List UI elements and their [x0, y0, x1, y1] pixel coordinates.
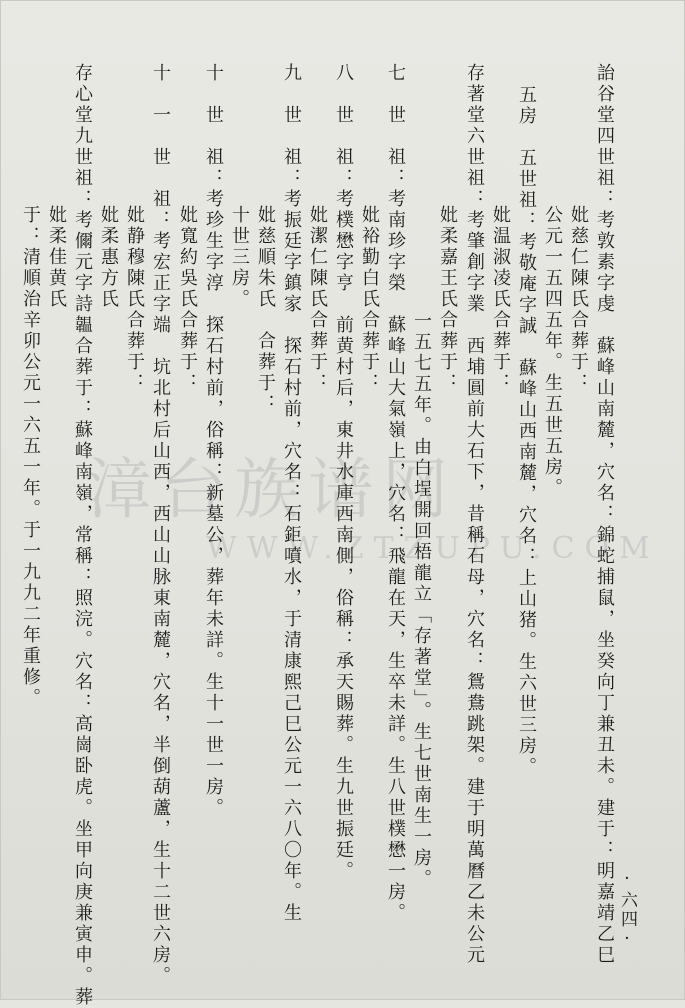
text-column: 妣潔仁陳氏合葬于：: [307, 205, 328, 394]
text-column: 八 世 祖：考樸懋字亨 前黄村后，東井水庫西南側，俗稱：承天賜葬。生九世振廷。: [333, 63, 354, 882]
text-column: 七 世 祖：考南珍字榮 蘇峰山大氣嶺上，穴名：飛龍在天，生卒未詳。生八世樸懋一房。: [385, 63, 406, 924]
text-column: 一五七五年。由白埕開回梧龍立「存著堂」。生七世南生一房。: [411, 311, 432, 890]
text-column: 公元一五四五年。生五世五房。: [542, 205, 563, 499]
text-column: 妣寬約吳氏合葬于：: [177, 205, 198, 394]
text-column: 妣柔嘉王氏合葬于：: [437, 205, 458, 394]
text-column: 妣温淑凌氏合葬于：: [490, 205, 511, 394]
text-column: 九 世 祖：考振廷字鎮家 探石村前，穴名：石鉅噴水，于清康熙己巳公元一六八〇年。生: [281, 63, 302, 924]
text-column: 妣静穆陳氏合葬于：: [124, 205, 145, 394]
text-column: 存心堂九世祖：考儞元字詩韞合葬于：蘇峰南嶺，常稱：照浣。穴名：高崗卧虎。坐甲向庚兼寅申。葬: [72, 63, 93, 1008]
text-column: 妣裕勤白氏合葬于：: [359, 205, 380, 394]
text-column: 妣慈仁陳氏合葬于：: [568, 205, 589, 394]
text-column: 十 世 祖：考珍生字淳 探石村前，俗稱：新墓公，葬年未詳。生十一世一房。: [203, 63, 224, 819]
text-column: 五房 五世祖：考敬庵字誠 蘇峰山西南麓，穴名：上山猪。生六世三房。: [516, 85, 537, 778]
text-column: 存著堂六世祖：考肇創字業 西埔圓前大石下，昔稱石母，穴名：鴛鴦跳架。建于明萬曆乙未公元: [464, 63, 485, 966]
watermark-url: WWW.ZTZUPU.COM: [206, 531, 660, 566]
text-column: 十世三房。: [229, 205, 250, 310]
text-column: 妣柔佳黄氏: [46, 205, 67, 310]
text-column: 妣慈順朱氏 合葬于：: [255, 205, 276, 415]
text-column: 于：清順治辛卯公元一六五一年。于一九九二年重修。: [20, 205, 41, 709]
page-number: ·六四·: [617, 869, 637, 951]
text-column: 十 一 世 祖：考宏正字端 坑北村后山西，西山山脉東南麓，穴名，半倒葫蘆，生十二世六房。: [150, 63, 171, 987]
text-column: 詒谷堂四世祖：考敦素字虔 蘇峰山南麓，穴名：錦蛇捕鼠，坐癸向丁兼丑未。建于：明嘉靖乙巳: [594, 63, 615, 966]
text-column: 妣柔惠方氏: [98, 205, 119, 310]
watermark-chinese: 漳台族谱网: [86, 451, 456, 528]
